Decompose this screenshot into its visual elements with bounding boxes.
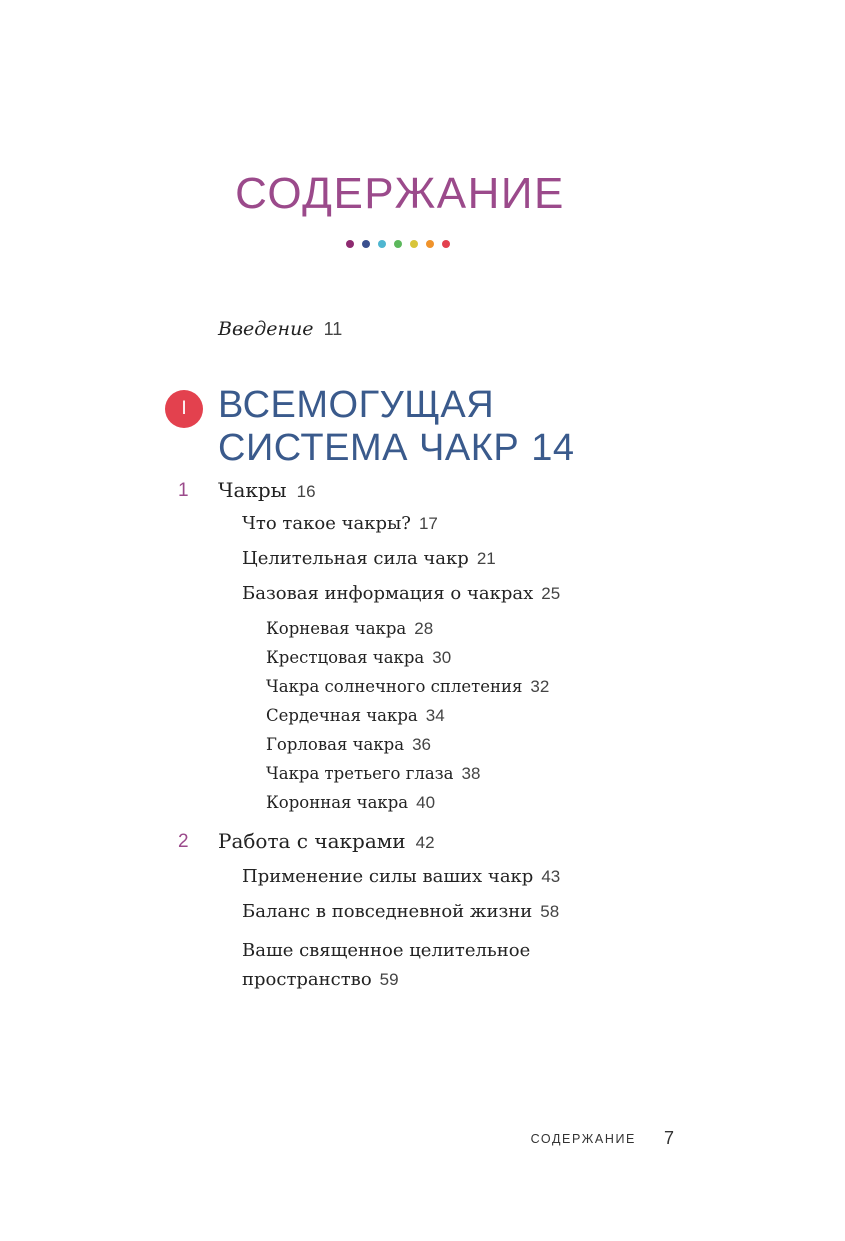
dot — [378, 240, 386, 248]
toc-page-number: 11 — [323, 319, 343, 339]
toc-entry-label: Чакры — [218, 478, 287, 502]
toc-entry-section[interactable] — [242, 901, 559, 922]
dot — [442, 240, 450, 248]
toc-page-number: 40 — [416, 793, 436, 812]
chapter-number: 2 — [178, 831, 189, 852]
toc-page-number: 30 — [432, 648, 452, 667]
decorative-dots — [346, 240, 450, 250]
toc-page-number: 28 — [414, 619, 434, 638]
toc-entry-section[interactable] — [242, 548, 496, 569]
toc-entry-label-line1: Ваше священное целительное — [242, 940, 531, 961]
toc-entry-label: Чакра солнечного сплетения — [266, 677, 523, 696]
chapter-number: 1 — [178, 480, 189, 501]
toc-entry-label: Работа с чакрами — [218, 829, 406, 853]
dot — [394, 240, 402, 248]
dot — [346, 240, 354, 248]
toc-entry-label: Горловая чакра — [266, 735, 405, 754]
toc-entry-label: Сердечная чакра — [266, 706, 418, 725]
toc-entry-label: Применение силы ваших чакр — [242, 866, 534, 887]
toc-page-number: 59 — [379, 970, 399, 989]
toc-entry-subsection[interactable] — [266, 648, 451, 668]
part-badge: I — [165, 390, 203, 428]
toc-entry-label: Что такое чакры? — [242, 513, 411, 534]
toc-entry-subsection[interactable] — [266, 677, 549, 697]
toc-entry-subsection[interactable] — [266, 706, 445, 726]
toc-entry-section[interactable] — [242, 936, 530, 994]
toc-page-number: 32 — [530, 677, 550, 696]
toc-page-number: 16 — [296, 482, 316, 501]
toc-entry-label: Целительная сила чакр — [242, 548, 469, 569]
toc-entry-subsection[interactable] — [266, 764, 480, 784]
toc-page-number: 21 — [476, 549, 496, 568]
dot — [426, 240, 434, 248]
dot — [410, 240, 418, 248]
dot — [362, 240, 370, 248]
toc-page-number: 43 — [541, 867, 561, 886]
toc-entry-chapter[interactable] — [218, 829, 435, 853]
toc-entry-label: Базовая информация о чакрах — [242, 583, 534, 604]
toc-entry-label: Корневая чакра — [266, 619, 407, 638]
toc-page-number: 34 — [425, 706, 445, 725]
toc-entry-subsection[interactable] — [266, 619, 433, 639]
toc-entry-part[interactable] — [218, 384, 575, 470]
footer-page-number: 7 — [664, 1128, 675, 1148]
toc-page-number: 38 — [461, 764, 481, 783]
toc-page-number: 58 — [540, 902, 560, 921]
part-title-line2: СИСТЕМА ЧАКР — [218, 427, 520, 469]
toc-entry-label: Коронная чакра — [266, 793, 409, 812]
toc-entry-intro[interactable] — [218, 318, 342, 341]
toc-entry-subsection[interactable] — [266, 735, 431, 755]
toc-entry-label: Чакра третьего глаза — [266, 764, 454, 783]
toc-entry-chapter[interactable] — [218, 478, 316, 502]
toc-page-number: 17 — [418, 514, 438, 533]
page-title: СОДЕРЖАНИЕ — [235, 169, 565, 218]
toc-entry-label: Крестцовая чакра — [266, 648, 425, 667]
toc-page-number: 14 — [531, 427, 575, 469]
toc-entry-section[interactable] — [242, 513, 438, 534]
toc-page-number: 25 — [541, 584, 561, 603]
toc-entry-section[interactable] — [242, 866, 560, 887]
toc-entry-label-line2: пространство — [242, 969, 372, 990]
toc-entry-label: Введение — [218, 318, 314, 340]
part-title-line1: ВСЕМОГУЩАЯ — [218, 384, 495, 426]
toc-entry-subsection[interactable] — [266, 793, 435, 813]
toc-page-number: 42 — [415, 833, 435, 852]
toc-entry-label: Баланс в повседневной жизни — [242, 901, 533, 922]
toc-entry-section[interactable] — [242, 583, 560, 604]
running-footer-label: СОДЕРЖАНИЕ — [530, 1132, 636, 1146]
toc-page-number: 36 — [412, 735, 431, 754]
